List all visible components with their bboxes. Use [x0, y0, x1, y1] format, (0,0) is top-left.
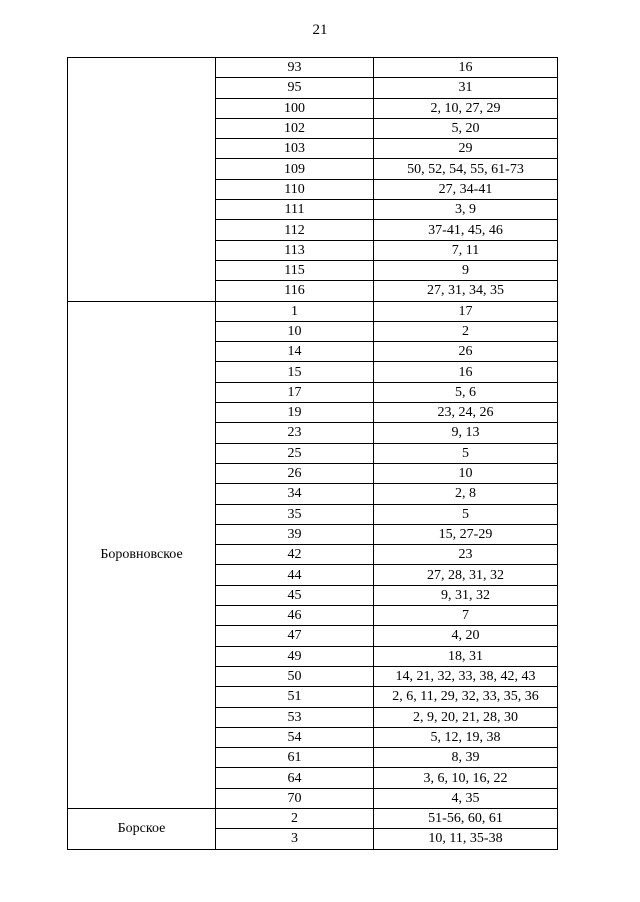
- plot-numbers-cell: 14, 21, 32, 33, 38, 42, 43: [374, 666, 558, 686]
- block-number-cell: 100: [216, 98, 374, 118]
- plot-numbers-cell: 50, 52, 54, 55, 61-73: [374, 159, 558, 179]
- block-number-cell: 50: [216, 666, 374, 686]
- block-number-cell: 39: [216, 524, 374, 544]
- block-number-cell: 93: [216, 58, 374, 78]
- settlement-name-cell: Борское: [68, 808, 216, 849]
- plot-numbers-cell: 2, 9, 20, 21, 28, 30: [374, 707, 558, 727]
- block-number-cell: 46: [216, 606, 374, 626]
- block-number-cell: 35: [216, 504, 374, 524]
- table-body: [68, 58, 558, 850]
- block-number-cell: 10: [216, 321, 374, 341]
- block-number-cell: 115: [216, 260, 374, 280]
- plot-numbers-cell: 16: [374, 362, 558, 382]
- block-number-cell: 45: [216, 585, 374, 605]
- plot-numbers-cell: 7, 11: [374, 240, 558, 260]
- plot-numbers-cell: 10: [374, 463, 558, 483]
- block-number-cell: 53: [216, 707, 374, 727]
- plot-numbers-cell: 9, 31, 32: [374, 585, 558, 605]
- plot-numbers-cell: 9: [374, 260, 558, 280]
- plot-numbers-cell: 2, 8: [374, 484, 558, 504]
- block-number-cell: 2: [216, 808, 374, 828]
- plot-numbers-cell: 15, 27-29: [374, 524, 558, 544]
- block-number-cell: 109: [216, 159, 374, 179]
- block-number-cell: 47: [216, 626, 374, 646]
- block-number-cell: 44: [216, 565, 374, 585]
- block-number-cell: 19: [216, 403, 374, 423]
- block-number-cell: 42: [216, 545, 374, 565]
- plot-numbers-cell: 23: [374, 545, 558, 565]
- plot-numbers-cell: 2, 10, 27, 29: [374, 98, 558, 118]
- plot-numbers-cell: 26: [374, 342, 558, 362]
- block-number-cell: 3: [216, 829, 374, 849]
- table-row: [68, 58, 558, 78]
- block-number-cell: 17: [216, 382, 374, 402]
- plot-numbers-cell: 23, 24, 26: [374, 403, 558, 423]
- page-number: 21: [312, 22, 328, 38]
- table-row: [68, 301, 558, 321]
- plot-numbers-cell: 27, 34-41: [374, 179, 558, 199]
- plot-numbers-cell: 27, 31, 34, 35: [374, 281, 558, 301]
- block-number-cell: 103: [216, 139, 374, 159]
- plot-numbers-cell: 29: [374, 139, 558, 159]
- block-number-cell: 64: [216, 768, 374, 788]
- plot-numbers-cell: 17: [374, 301, 558, 321]
- block-number-cell: 26: [216, 463, 374, 483]
- block-number-cell: 95: [216, 78, 374, 98]
- block-number-cell: 1: [216, 301, 374, 321]
- plot-numbers-cell: 4, 20: [374, 626, 558, 646]
- plot-numbers-cell: 31: [374, 78, 558, 98]
- block-number-cell: 25: [216, 443, 374, 463]
- plot-numbers-cell: 8, 39: [374, 748, 558, 768]
- block-number-cell: 111: [216, 200, 374, 220]
- block-number-cell: 34: [216, 484, 374, 504]
- plot-numbers-cell: 37-41, 45, 46: [374, 220, 558, 240]
- block-number-cell: 110: [216, 179, 374, 199]
- block-number-cell: 102: [216, 118, 374, 138]
- block-number-cell: 112: [216, 220, 374, 240]
- plot-numbers-cell: 5: [374, 443, 558, 463]
- plot-numbers-cell: 51-56, 60, 61: [374, 808, 558, 828]
- plot-numbers-cell: 5, 12, 19, 38: [374, 727, 558, 747]
- plot-numbers-cell: 27, 28, 31, 32: [374, 565, 558, 585]
- plot-numbers-cell: 5: [374, 504, 558, 524]
- block-number-cell: 54: [216, 727, 374, 747]
- block-number-cell: 23: [216, 423, 374, 443]
- plot-numbers-cell: 4, 35: [374, 788, 558, 808]
- plot-numbers-cell: 5, 6: [374, 382, 558, 402]
- plot-numbers-cell: 3, 6, 10, 16, 22: [374, 768, 558, 788]
- block-number-cell: 113: [216, 240, 374, 260]
- plot-numbers-cell: 16: [374, 58, 558, 78]
- plot-numbers-cell: 9, 13: [374, 423, 558, 443]
- block-number-cell: 70: [216, 788, 374, 808]
- plot-numbers-cell: 10, 11, 35-38: [374, 829, 558, 849]
- plot-numbers-cell: 7: [374, 606, 558, 626]
- plot-numbers-cell: 2, 6, 11, 29, 32, 33, 35, 36: [374, 687, 558, 707]
- block-number-cell: 51: [216, 687, 374, 707]
- block-number-cell: 15: [216, 362, 374, 382]
- block-number-cell: 14: [216, 342, 374, 362]
- table-row: [68, 808, 558, 828]
- settlement-block-table: [67, 57, 558, 850]
- plot-numbers-cell: 5, 20: [374, 118, 558, 138]
- block-number-cell: 116: [216, 281, 374, 301]
- block-number-cell: 61: [216, 748, 374, 768]
- plot-numbers-cell: 3, 9: [374, 200, 558, 220]
- plot-numbers-cell: 2: [374, 321, 558, 341]
- block-number-cell: 49: [216, 646, 374, 666]
- settlement-name-cell: Боровновское: [68, 301, 216, 808]
- settlement-name-cell: [68, 58, 216, 302]
- plot-numbers-cell: 18, 31: [374, 646, 558, 666]
